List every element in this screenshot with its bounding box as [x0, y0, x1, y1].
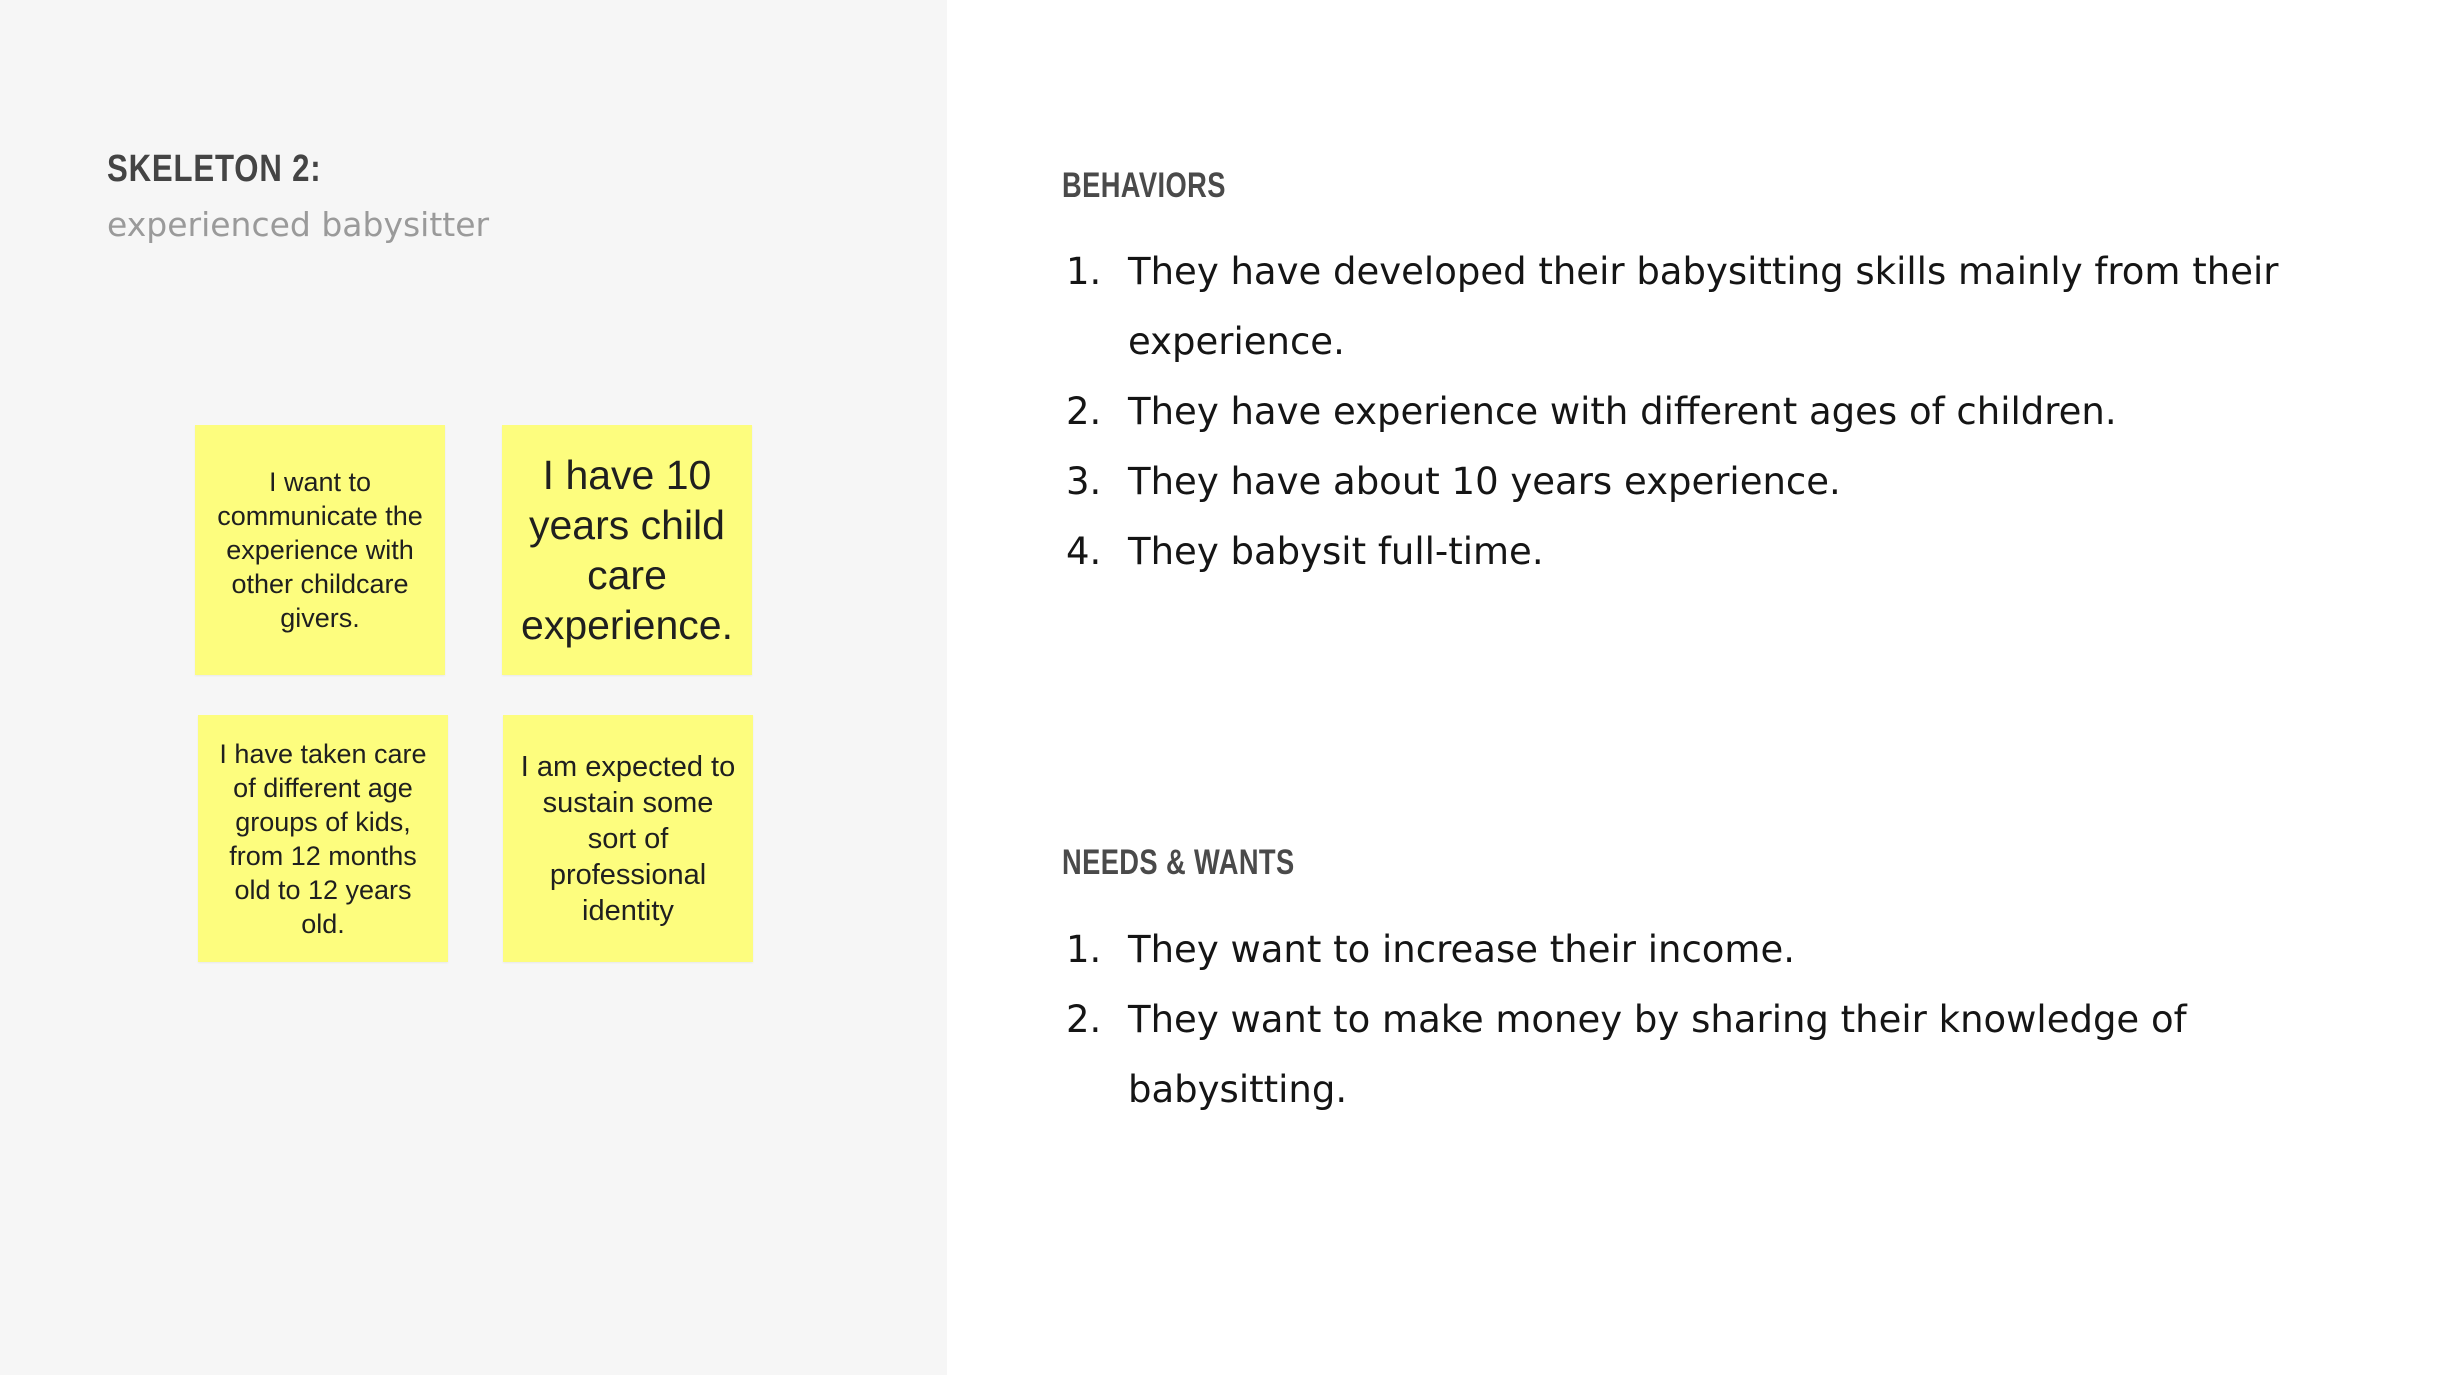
list-item-text: They have about 10 years experience.: [1128, 460, 1841, 503]
list-item: [1062, 377, 2362, 447]
list-item-number: 3.: [1066, 460, 1102, 503]
needs-wants-heading: NEEDS & WANTS: [1062, 843, 1295, 882]
sticky-note-text: I want to communicate the experience with other childcare givers.: [217, 467, 423, 633]
sticky-note: [198, 715, 448, 962]
list-item-number: 4.: [1066, 530, 1102, 573]
list-item-text: They want to increase their income.: [1128, 928, 1795, 971]
list-item: [1062, 517, 2362, 587]
skeleton-subtitle: experienced babysitter: [107, 205, 490, 244]
list-item-text: They babysit full-time.: [1128, 530, 1544, 573]
list-item-text: They have experience with different ages of children.: [1128, 390, 2117, 433]
list-item: [1062, 985, 2362, 1125]
list-item-number: 1.: [1066, 928, 1102, 971]
list-item-number: 1.: [1066, 250, 1102, 293]
list-item: [1062, 237, 2362, 377]
sticky-note-text: I have taken care of different age groups of kids, from 12 months old to 12 years old.: [219, 738, 427, 939]
needs-wants-list: [1062, 915, 2362, 1125]
behaviors-list: [1062, 237, 2362, 587]
list-item-number: 2.: [1066, 998, 1102, 1041]
left-panel: [0, 0, 947, 1375]
behaviors-heading: BEHAVIORS: [1062, 166, 1226, 205]
list-item: [1062, 447, 2362, 517]
sticky-note: [502, 425, 752, 675]
sticky-note-text: I have 10 years child care experience.: [521, 452, 733, 648]
list-item-number: 2.: [1066, 390, 1102, 433]
sticky-note: [503, 715, 753, 962]
skeleton-title: SKELETON 2:: [107, 148, 322, 190]
sticky-note: [195, 425, 445, 675]
sticky-note-text: I am expected to sustain some sort of professional identity: [520, 750, 736, 927]
list-item-text: They have developed their babysitting skills mainly from their experience.: [1128, 250, 2279, 363]
list-item: [1062, 915, 2362, 985]
list-item-text: They want to make money by sharing their knowledge of babysitting.: [1128, 998, 2187, 1111]
